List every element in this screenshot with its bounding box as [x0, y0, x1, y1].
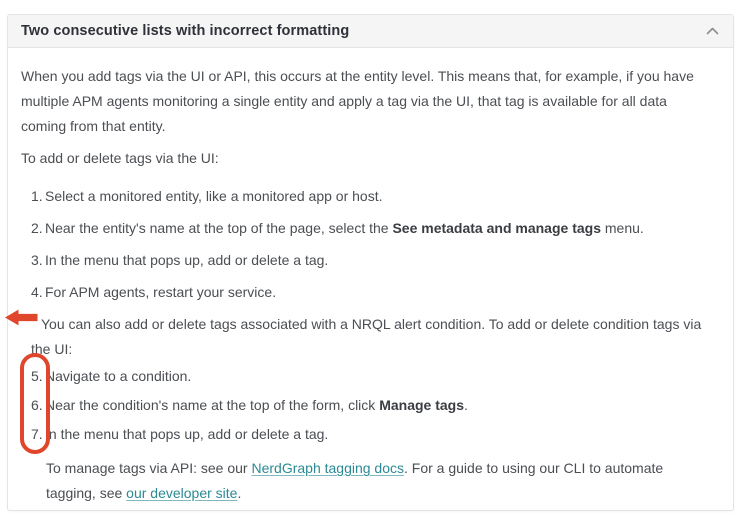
list-item — [31, 364, 713, 389]
paragraph-text: . For a guide to using our CLI to automate tagging, see — [46, 460, 664, 501]
paragraph-nrql-condition: You can also add or delete tags associated with a NRQL alert condition. To add or delete condition tags via the UI: — [31, 316, 702, 357]
list-item-text: Near the condition's name at the top of the form, click — [45, 397, 380, 413]
list-item-number: 1. — [31, 188, 43, 204]
paragraph-text: . — [237, 485, 242, 501]
collapser-title: Two consecutive lists with incorrect formatting — [21, 23, 350, 39]
list-item-number: 5. — [31, 368, 43, 384]
paragraph-tags-intro: When you add tags via the UI or API, this occurs at the entity level. This means that, for example, if you have multiple APM agents monitoring a single entity and apply a tag via the UI, that tag is available for all data coming from that entity. — [21, 68, 694, 134]
list-item-text: Select a monitored entity, like a monitored app or host. — [45, 188, 383, 204]
collapser-content — [8, 48, 733, 510]
list-item — [31, 280, 713, 305]
collapser-header[interactable] — [8, 15, 733, 48]
red-arrow-annotation-icon — [5, 309, 38, 331]
list-item-number: 4. — [31, 284, 43, 300]
list-item-text: In the menu that pops up, add or delete a tag. — [45, 252, 329, 268]
ordered-list-1 — [21, 184, 713, 305]
list-item-text: Near the entity's name at the top of the page, select the — [45, 220, 393, 236]
list-item-bold-text: See metadata and manage tags — [392, 220, 601, 236]
developer-site-link[interactable]: our developer site — [126, 485, 238, 501]
red-oval-annotation — [20, 353, 50, 454]
list-item — [31, 216, 713, 241]
list-item-text: In the menu that pops up, add or delete a tag. — [45, 426, 329, 442]
list-item-text: menu. — [600, 220, 644, 236]
paragraph-text: To manage tags via API: see our — [46, 460, 252, 476]
list-item — [31, 393, 713, 418]
list-item-number: 2. — [31, 220, 43, 236]
list-item — [31, 184, 713, 209]
ordered-list-2 — [21, 364, 713, 447]
list-item-number: 3. — [31, 252, 43, 268]
list-item-text: For APM agents, restart your service. — [45, 284, 277, 300]
collapser-panel — [7, 14, 734, 511]
nerdgraph-tagging-docs-link[interactable]: NerdGraph tagging docs — [251, 460, 405, 476]
list-item-text: Navigate to a condition. — [45, 368, 192, 384]
paragraph-api-links — [46, 456, 713, 506]
list-item-number: 6. — [31, 397, 43, 413]
chevron-up-icon[interactable] — [706, 27, 719, 35]
paragraph-ui-instructions-lead: To add or delete tags via the UI: — [21, 150, 219, 166]
list-item-text: . — [464, 397, 468, 413]
list-item-bold-text: Manage tags — [379, 397, 464, 413]
list-item — [31, 248, 713, 273]
list-item — [31, 422, 713, 447]
list-item-number: 7. — [31, 426, 43, 442]
